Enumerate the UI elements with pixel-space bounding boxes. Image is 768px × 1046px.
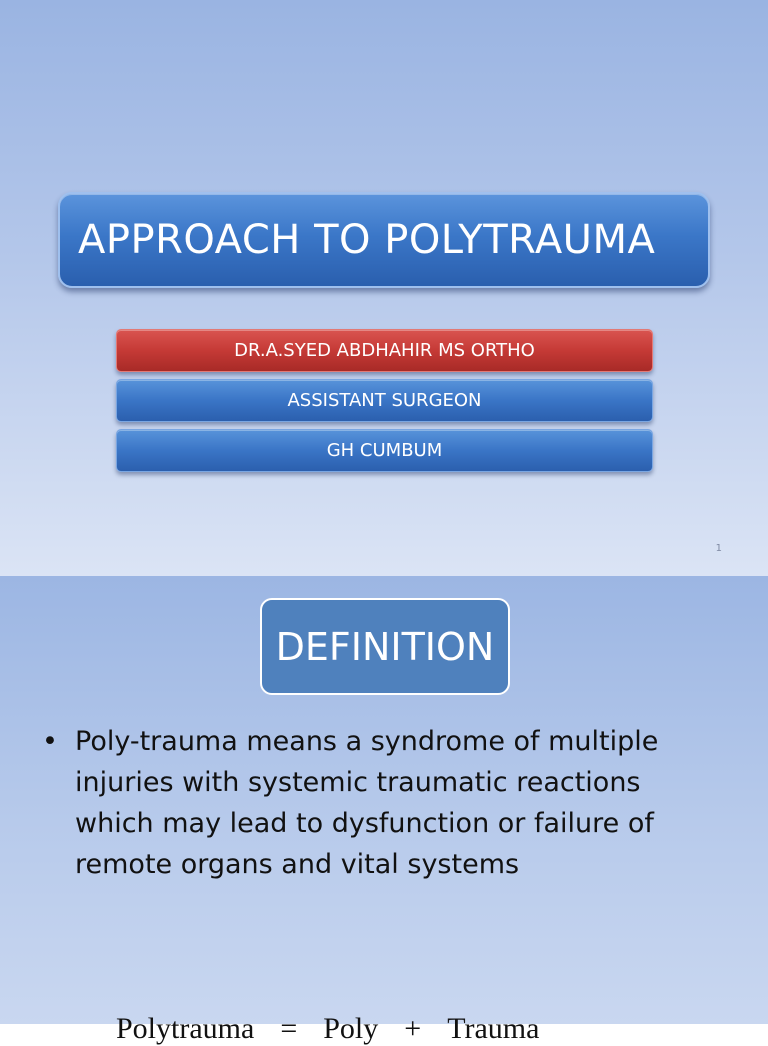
slide-title: APPROACH TO POLYTRAUMA [58,192,710,288]
equation-part2: Trauma [447,1012,540,1045]
definition-bullet [42,721,722,885]
location-bar: GH CUMBUM [116,429,653,472]
polytrauma-equation [116,1012,676,1046]
definition-slide [0,576,768,1045]
equation-left: Polytrauma [116,1012,255,1045]
designation-bar: ASSISTANT SURGEON [116,379,653,422]
equation-equals: = [280,1012,298,1045]
equation-plus: + [404,1012,422,1045]
definition-heading: DEFINITION [260,598,510,695]
definition-text: Poly-trauma means a syndrome of multiple injuries with systemic traumatic reactions which may lead to dysfunction or failure of remote organs and vital systems [75,726,659,880]
bullet-icon: • [42,726,58,757]
author-bar: DR.A.SYED ABDHAHIR MS ORTHO [116,329,653,372]
slide-number: 1 [715,543,722,554]
equation-part1: Poly [323,1012,379,1045]
